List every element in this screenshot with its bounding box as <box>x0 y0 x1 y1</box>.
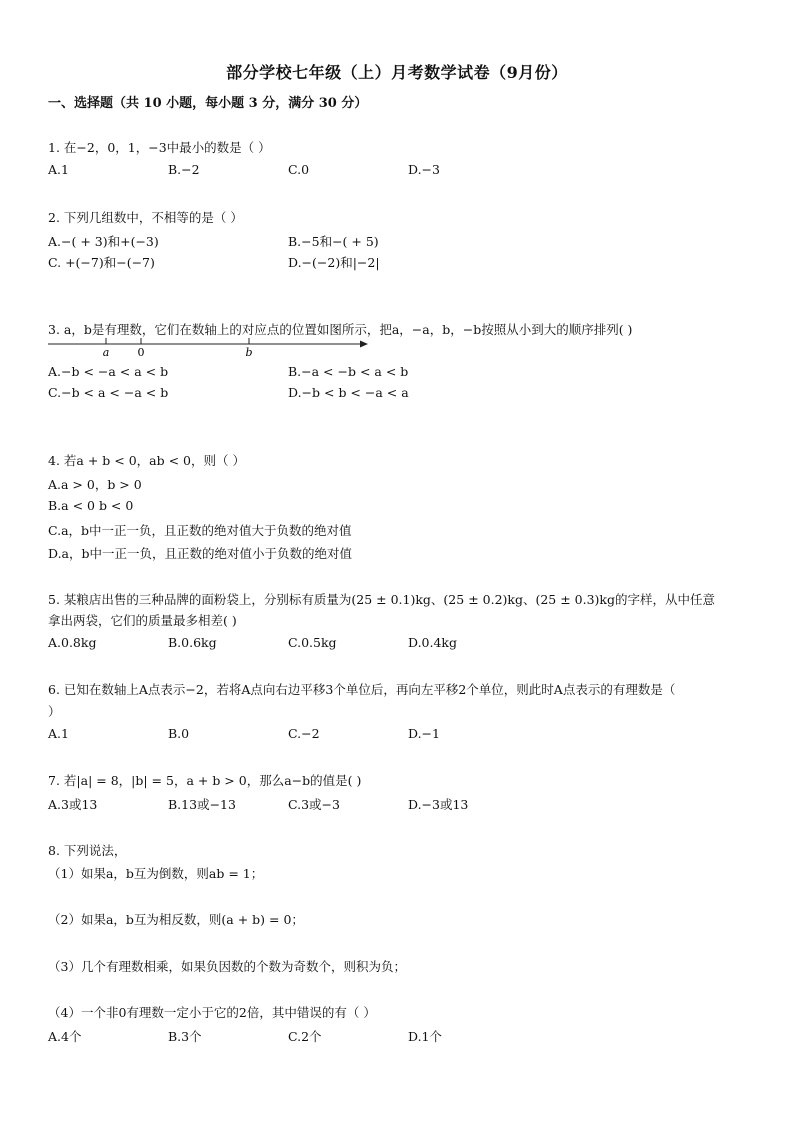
question-4-option-b: B.a < 0 b < 0 <box>48 498 134 513</box>
question-5-option-d: D.0.4kg <box>408 635 458 650</box>
question-1-option-c: C.0 <box>288 162 310 177</box>
question-8-option-c: C.2个 <box>288 1029 322 1044</box>
question-2-option-d: D.−(−2)和|−2| <box>288 255 380 270</box>
question-1-option-d: D.−3 <box>408 162 440 177</box>
question-8-statement-1: （1）如果a，b互为倒数，则ab = 1； <box>48 866 264 881</box>
question-8-stem: 8. 下列说法， <box>48 843 127 858</box>
question-1-option-b: B.−2 <box>168 162 200 177</box>
question-6-stem-line-2: ） <box>48 704 61 719</box>
number-line-diagram <box>44 334 374 362</box>
question-4-stem: 4. 若a + b < 0，ab < 0，则（ ） <box>48 453 245 468</box>
question-2-option-a: A.−( + 3)和+(−3) <box>48 234 159 249</box>
question-8-statement-4: （4）一个非0有理数一定小于它的2倍，其中错误的有（ ） <box>48 1005 376 1020</box>
question-7-option-b: B.13或−13 <box>168 797 236 812</box>
question-6-option-c: C.−2 <box>288 726 320 741</box>
question-3-option-b: B.−a < −b < a < b <box>288 364 409 379</box>
question-7-stem: 7. 若|a| = 8，|b| = 5，a + b > 0，那么a−b的值是( ) <box>48 773 362 788</box>
question-3-option-d: D.−b < b < −a < a <box>288 385 409 400</box>
question-5-option-c: C.0.5kg <box>288 635 337 650</box>
axis-label-b: b <box>245 346 253 359</box>
question-6-stem-line-1: 6. 已知在数轴上A点表示−2，若将A点向右边平移3个单位后，再向左平移2个单位，则此时A点表示的有理数是（ <box>48 682 676 697</box>
question-8-option-a: A.4个 <box>48 1029 82 1044</box>
question-5-option-a: A.0.8kg <box>48 635 97 650</box>
question-3-option-a: A.−b < −a < a < b <box>48 364 169 379</box>
question-2-option-b: B.−5和−( + 5) <box>288 234 379 249</box>
axis-label-a: a <box>102 346 110 359</box>
question-5-option-b: B.0.6kg <box>168 635 217 650</box>
page-title: 部分学校七年级（上）月考数学试卷（9月份） <box>226 63 568 82</box>
question-7-option-c: C.3或−3 <box>288 797 340 812</box>
question-8-option-d: D.1个 <box>408 1029 443 1044</box>
question-7-option-a: A.3或13 <box>48 797 98 812</box>
question-6-option-d: D.−1 <box>408 726 440 741</box>
question-5-stem-line-2: 拿出两袋，它们的质量最多相差( ) <box>48 613 237 628</box>
axis-label-zero: 0 <box>137 346 145 359</box>
question-4-option-a: A.a > 0，b > 0 <box>48 477 142 492</box>
number-line-arrow <box>360 341 368 348</box>
question-2-option-c: C. +(−7)和−(−7) <box>48 255 155 270</box>
question-5-stem-line-1: 5. 某粮店出售的三种品牌的面粉袋上，分别标有质量为(25 ± 0.1)kg、(25 ± 0.2)kg、(25 ± 0.3)kg的字样，从中任意 <box>48 592 716 607</box>
question-1-stem: 1. 在−2，0，1，−3中最小的数是（ ） <box>48 140 271 155</box>
question-8-option-b: B.3个 <box>168 1029 202 1044</box>
question-2-stem: 2. 下列几组数中，不相等的是（ ） <box>48 210 243 225</box>
question-8-statement-3: （3）几个有理数相乘，如果负因数的个数为奇数个，则积为负； <box>48 959 406 974</box>
section-heading: 一、选择题（共 10 小题，每小题 3 分，满分 30 分） <box>48 96 368 111</box>
question-3-option-c: C.−b < a < −a < b <box>48 385 169 400</box>
question-8-statement-2: （2）如果a，b互为相反数，则(a + b) = 0； <box>48 912 304 927</box>
question-3-stem: 3. a，b是有理数，它们在数轴上的对应点的位置如图所示，把a，−a，b，−b按照从小到大的顺序排列( ) <box>48 322 633 337</box>
question-6-option-b: B.0 <box>168 726 190 741</box>
question-4-option-c: C.a，b中一正一负，且正数的绝对值大于负数的绝对值 <box>48 523 352 538</box>
question-4-option-d: D.a，b中一正一负，且正数的绝对值小于负数的绝对值 <box>48 546 353 561</box>
question-1-option-a: A.1 <box>48 162 69 177</box>
question-6-option-a: A.1 <box>48 726 69 741</box>
question-7-option-d: D.−3或13 <box>408 797 469 812</box>
